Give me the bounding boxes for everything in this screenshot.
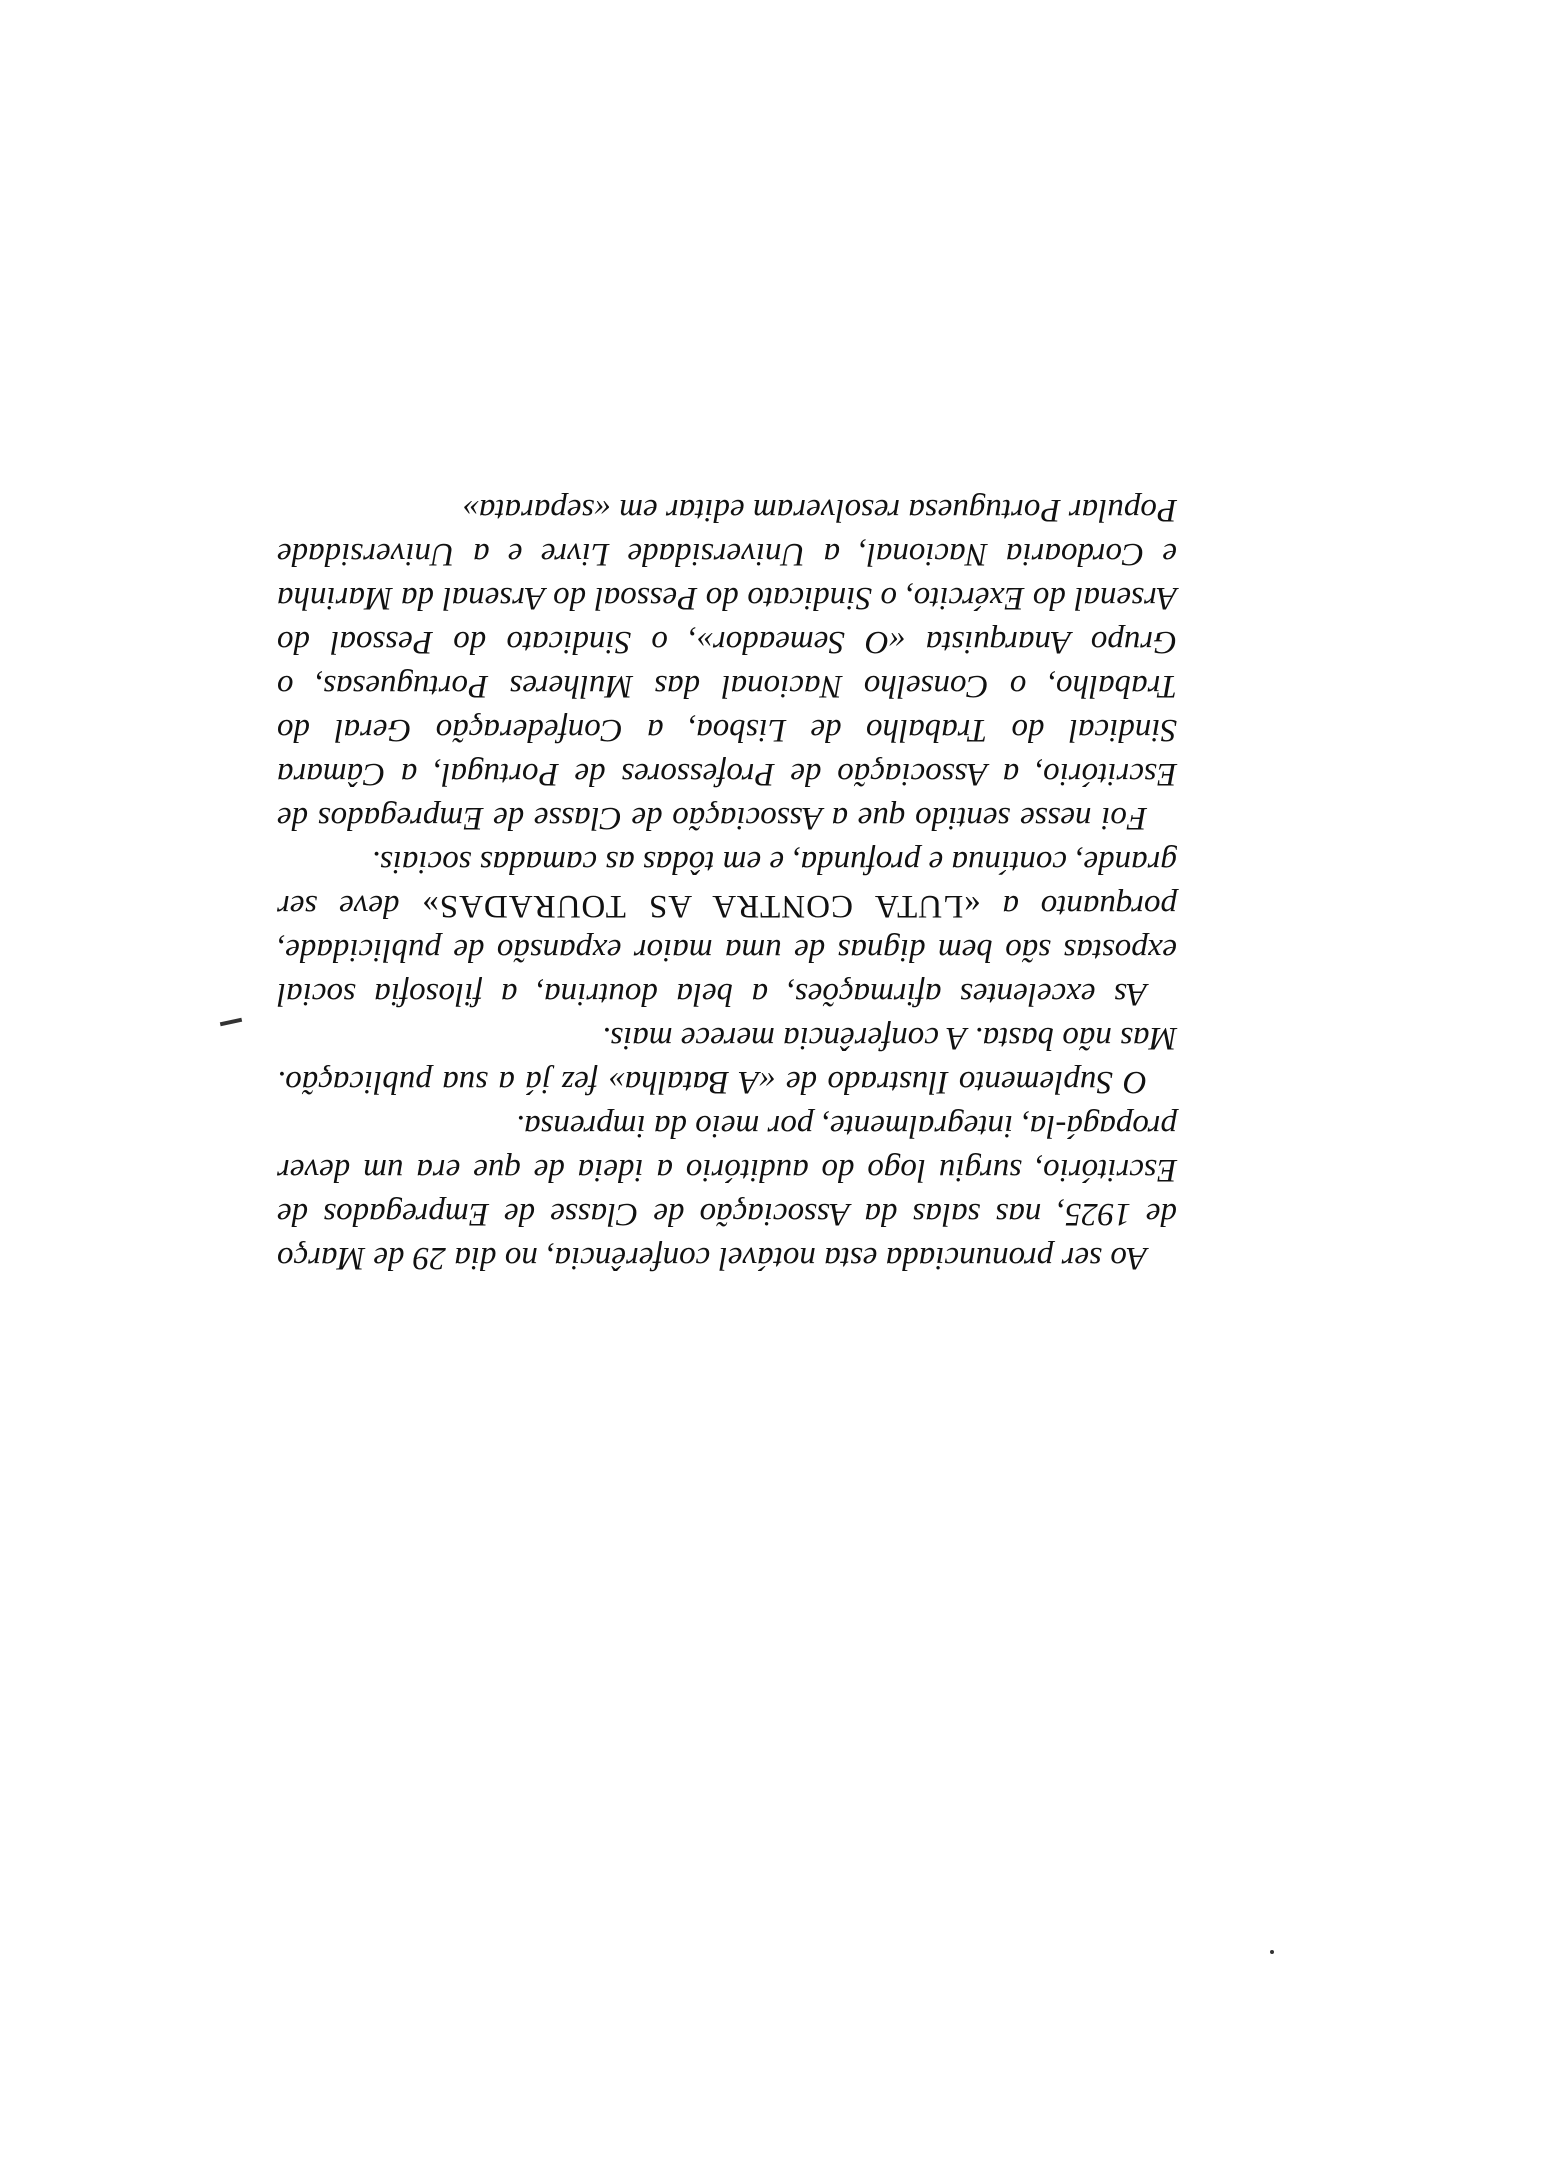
paragraph-3-before: As excelentes afirmações, a bela doutrina, a filosofia social expostas são bem dignas de uma maior expansão de publicidade, porquanto a	[277, 888, 1177, 1012]
scan-speck	[1270, 1950, 1274, 1954]
paragraph-2: O Suplemento Ilustrado de «A Batalha» fez já a sua publicação. Mas não basta. A conferência merece mais.	[277, 1020, 1177, 1100]
campaign-title: «LUTA CONTRA AS TOURADAS»	[421, 888, 981, 924]
paragraph-1: Ao ser pronunciada esta notável conferência, no dia 29 de Março de 1925, nas salas da Associação de Classe de Empregados de Escritório, surgiu logo do auditório a ideia de que era um dever propagá-la, integralmente, por meio da imprensa.	[277, 1108, 1177, 1276]
paragraph-3-after: deve ser grande, contínua e profunda, e em tôdas as camadas sociais.	[277, 844, 1177, 924]
paragraph-3	[277, 840, 1177, 1016]
scan-speck	[220, 1018, 242, 1026]
paragraph-4: Foi nesse sentido que a Associação de Classe de Empregados de Escritório, a Associação de Professores de Portugal, a Câmara Sindical do Trabalho de Lisboa, a Confederação Geral do Trabalho, o Conselho Nacional das Mulheres Portuguesas, o Grupo Anarquista «O Semeador», o Sindicato do Pessoal do Arsenal do Exército, o Sindicato do Pessoal do Arsenal da Marinha e Cordoaria Nacional, a Universidade Livre e a Universidade Popular Portuguesa resolveram editar em «separata»	[277, 492, 1177, 836]
text-block	[277, 488, 1177, 1280]
